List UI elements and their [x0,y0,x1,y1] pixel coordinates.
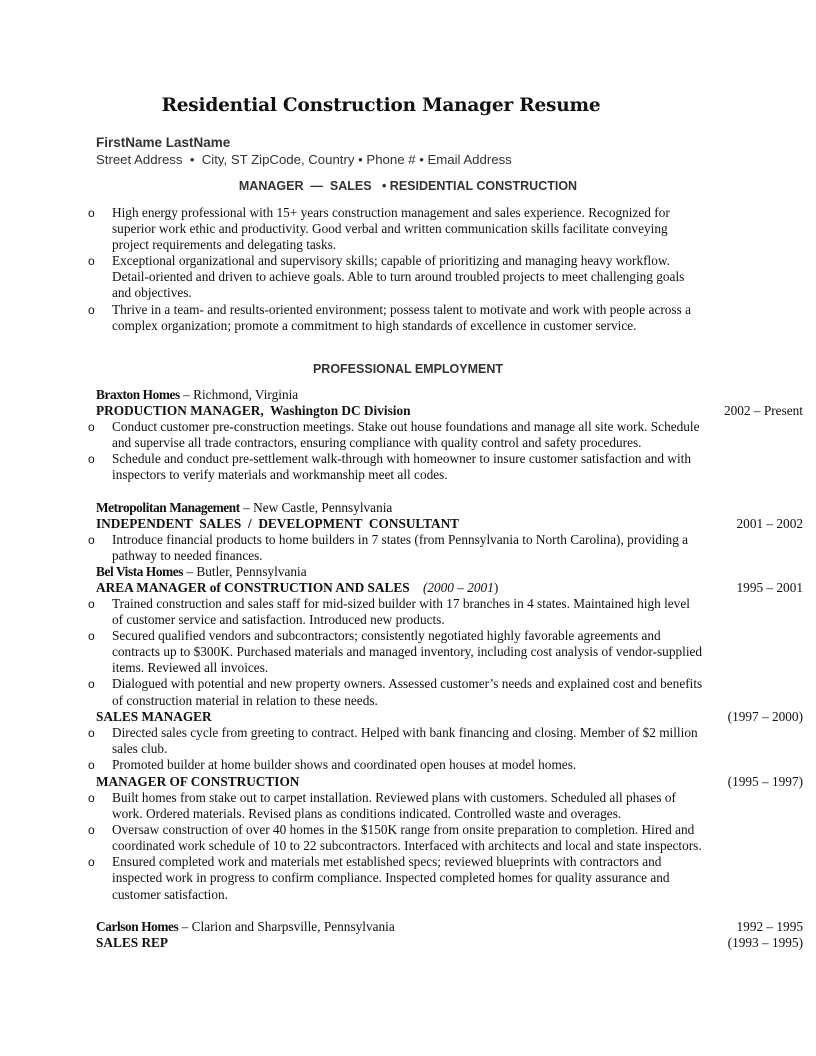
duty-item: o Dialogued with potential and new property owners. Assessed customer’s needs and explained cost and benefits of construction material in relation to these needs. [88,676,703,708]
contact-name: FirstName LastName [96,135,231,150]
summary-item: o Thrive in a team- and results-oriented environment; possess talent to motivate and work with people across a complex organization; promote a commitment to high standards of excellence in customer service. [88,301,691,333]
role-dates: 2001 – 2002 [736,516,803,531]
summary-list [0,205,816,334]
summary-item: o High energy professional with 15+ years construction management and sales experience. Recognized for superior work ethic and productivity. Good verbal and written communication skills facilitate conveying project requirements and delegating tasks. [88,205,670,253]
metropolitan-duties [0,532,816,564]
role-years: (2000 – 2001 [422,580,494,595]
company-name: Braxton Homes [96,387,180,402]
company-location: – New Castle, Pennsylvania [239,500,393,515]
duty-item: o Built homes from stake out to carpet installation. Reviewed plans with customers. Scheduled all phases of work. Ordered materials. Revised plans as conditions indicated. Controlled waste and overages. [88,790,676,822]
role-title-sales-manager: SALES MANAGER [96,709,212,724]
bullet-marker: o [88,452,95,467]
role-dates: (1997 – 2000) [727,709,803,724]
braxton-duties [0,419,816,483]
bullet-marker: o [88,597,95,611]
role-dates: 1995 – 2001 [736,580,803,595]
employer-braxton [96,387,298,403]
employer-metropolitan [96,500,392,516]
bullet-marker: o [88,302,95,317]
role-dates: 2002 – Present [723,403,803,418]
bullet-marker: o [88,855,95,870]
company-name: Metropolitan Management [96,500,240,515]
belvista-duties [0,596,816,709]
company-name: Bel Vista Homes [96,564,184,579]
company-location: – Butler, Pennsylvania [183,564,307,579]
role-title-sales-rep: SALES REP [96,935,169,950]
document-title: Residential Construction Manager Resume [161,95,601,116]
role-dates: (1993 – 1995) [727,935,803,950]
duty-item: o Promoted builder at home builder shows and coordinated open houses at model homes. [88,757,577,773]
role-dates: (1995 – 1997) [727,774,803,789]
bullet-marker: o [88,420,95,434]
bullet-marker: o [88,629,95,644]
company-location: – Richmond, Virginia [179,387,299,402]
company-location: – Clarion and Sharpsville, Pennsylvania [178,919,395,934]
duty-item: o Trained construction and sales staff for mid-sized builder with 17 branches in 4 states. Maintained high level of customer service and satisfaction. Introduced new products. [88,596,690,628]
employment-heading: PROFESSIONAL EMPLOYMENT [312,362,504,376]
construction-duties [0,790,816,903]
bullet-marker: o [88,533,95,547]
duty-item: o Secured qualified vendors and subcontractors; consistently negotiated highly favorable agreements and contracts up to $300K. Purchased materials and managed inventory, including cost analysis of vendor-supplied items. Reviewed all invoices. [88,628,703,676]
employer-carlson [96,919,395,935]
duty-item: o Conduct customer pre-construction meetings. Stake out house foundations and manage all site work. Schedule and supervise all trade contractors, ensuring compliance with quality control and safety procedures. [88,419,700,451]
company-name: Carlson Homes [96,919,179,934]
duty-item: o Directed sales cycle from greeting to contract. Helped with bank financing and closing. Member of $2 million sales club. [88,725,698,757]
summary-item: o Exceptional organizational and supervisory skills; capable of prioritizing and managing heavy workflow. Detail-oriented and driven to achieve goals. Able to turn around troubled projects to meet challenging goals and objectives. [88,253,685,301]
bullet-marker: o [88,254,95,269]
role-title: INDEPENDENT SALES / DEVELOPMENT CONSULTANT [96,516,460,531]
duty-item: o Introduce financial products to home builders in 7 states (from Pennsylvania to North Carolina), providing a pathway to needed finances. [88,532,689,564]
employer-belvista [96,564,307,580]
role-title: PRODUCTION MANAGER, Washington DC Division [96,403,411,418]
contact-details: Street Address • City, ST ZipCode, Country • Phone # • Email Address [96,152,512,167]
bullet-marker: o [88,791,95,805]
role-title: AREA MANAGER of CONSTRUCTION AND SALES (2000 – 2001) [96,580,499,595]
bullet-marker: o [88,726,95,740]
duty-item: o Oversaw construction of over 40 homes in the $150K range from onsite preparation to completion. Hired and coordinated work schedule of 10 to 22 subcontractors. Interfaced with architects and local and state inspectors. [88,822,702,854]
duty-item: o Schedule and conduct pre-settlement walk-through with homeowner to insure customer satisfaction and with inspectors to verify materials and workmanship meet all codes. [88,451,691,483]
duty-item: o Ensured completed work and materials met established specs; reviewed blueprints with contractors and inspected work in progress to confirm compliance. Inspected completed homes for quality assurance and customer satisfaction. [88,854,670,902]
role-title-manager-construction: MANAGER OF CONSTRUCTION [96,774,300,789]
bullet-marker: o [88,206,95,220]
bullet-marker: o [88,758,95,773]
bullet-marker: o [88,677,95,692]
headline: MANAGER — SALES • RESIDENTIAL CONSTRUCTION [238,179,578,193]
employment-dates: 1992 – 1995 [736,919,803,934]
sales-manager-duties [0,725,816,773]
bullet-marker: o [88,823,95,838]
